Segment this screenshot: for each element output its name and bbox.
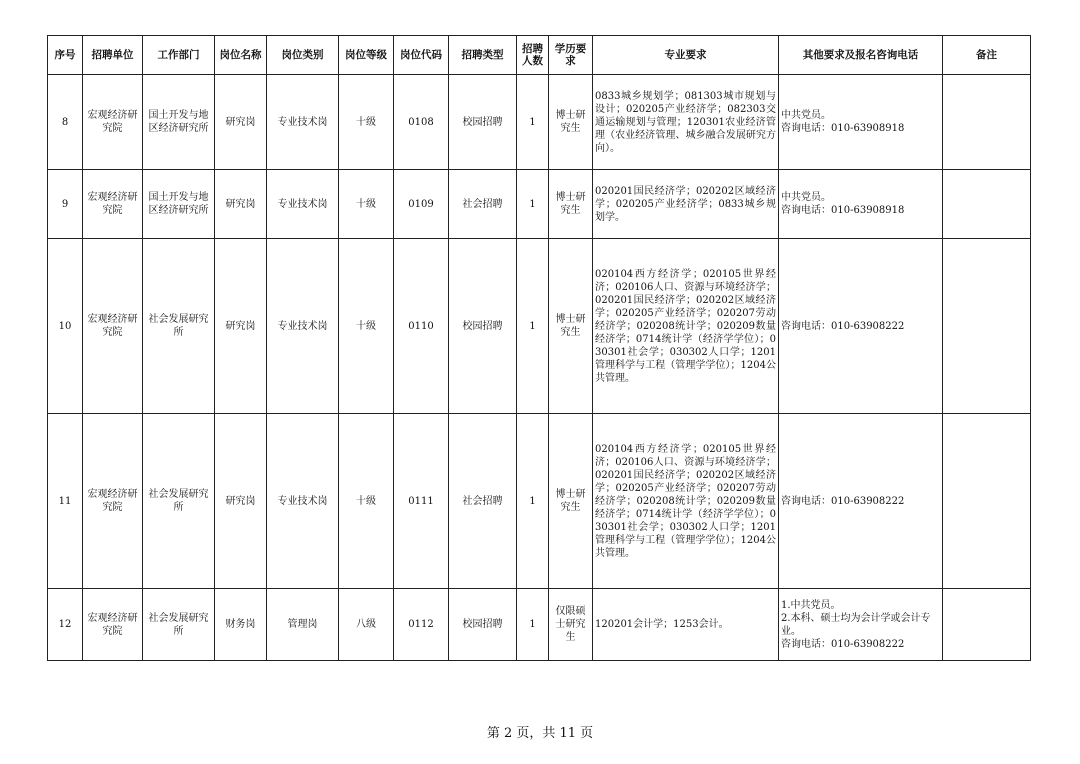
cell-type: 社会招聘 bbox=[449, 170, 517, 239]
cell-unit: 宏观经济研究院 bbox=[83, 589, 143, 661]
table-row bbox=[48, 170, 1031, 239]
header-category: 岗位类别 bbox=[267, 36, 339, 75]
cell-unit: 宏观经济研究院 bbox=[83, 414, 143, 589]
cell-edu: 博士研究生 bbox=[549, 239, 593, 414]
recruitment-table bbox=[47, 35, 1031, 661]
cell-major: 020104西方经济学；020105世界经济；020106人口、资源与环境经济学；020201国民经济学；020202区域经济学；020205产业经济学；020207劳动经济学；020208统计学；020209数量经济学；0714统计学（经济学学位）；030301社会学；030302人口学；1201管理科学与工程（管理学学位）；1204公共管理。 bbox=[593, 239, 779, 414]
cell-other bbox=[779, 239, 943, 414]
cell-code: 0110 bbox=[394, 239, 449, 414]
cell-type: 社会招聘 bbox=[449, 414, 517, 589]
table-row bbox=[48, 589, 1031, 661]
cell-code: 0109 bbox=[394, 170, 449, 239]
cell-title: 研究岗 bbox=[215, 239, 267, 414]
cell-type: 校园招聘 bbox=[449, 589, 517, 661]
cell-no: 10 bbox=[48, 239, 83, 414]
cell-count: 1 bbox=[517, 170, 549, 239]
other-line: 咨询电话：010-63908222 bbox=[781, 638, 905, 650]
cell-edu: 博士研究生 bbox=[549, 75, 593, 170]
cell-no: 12 bbox=[48, 589, 83, 661]
cell-other bbox=[779, 414, 943, 589]
cell-note bbox=[943, 75, 1031, 170]
cell-count: 1 bbox=[517, 414, 549, 589]
other-line: 咨询电话：010-63908918 bbox=[781, 123, 905, 134]
cell-note bbox=[943, 414, 1031, 589]
header-note: 备注 bbox=[943, 36, 1031, 75]
cell-note bbox=[943, 589, 1031, 661]
cell-count: 1 bbox=[517, 239, 549, 414]
cell-dept: 社会发展研究所 bbox=[143, 414, 215, 589]
other-line: 咨询电话：010-63908222 bbox=[781, 495, 905, 507]
table-row bbox=[48, 414, 1031, 589]
cell-major: 020104西方经济学；020105世界经济；020106人口、资源与环境经济学；020201国民经济学；020202区域经济学；020205产业经济学；020207劳动经济学；020208统计学；020209数量经济学；0714统计学（经济学学位）；030301社会学；030302人口学；1201管理科学与工程（管理学学位）；1204公共管理。 bbox=[593, 414, 779, 589]
cell-category: 管理岗 bbox=[267, 589, 339, 661]
cell-title: 研究岗 bbox=[215, 75, 267, 170]
header-dept: 工作部门 bbox=[143, 36, 215, 75]
cell-note bbox=[943, 239, 1031, 414]
cell-note bbox=[943, 170, 1031, 239]
page-footer: 第 2 页，共 11 页 bbox=[486, 726, 594, 741]
header-major: 专业要求 bbox=[593, 36, 779, 75]
header-title: 岗位名称 bbox=[215, 36, 267, 75]
cell-other bbox=[779, 170, 943, 239]
cell-edu: 仅限硕士研究生 bbox=[549, 589, 593, 661]
cell-edu: 博士研究生 bbox=[549, 414, 593, 589]
cell-code: 0111 bbox=[394, 414, 449, 589]
cell-major: 120201会计学；1253会计。 bbox=[593, 589, 779, 661]
cell-category: 专业技术岗 bbox=[267, 75, 339, 170]
cell-level: 十级 bbox=[339, 75, 394, 170]
cell-code: 0108 bbox=[394, 75, 449, 170]
cell-other bbox=[779, 75, 943, 170]
header-type: 招聘类型 bbox=[449, 36, 517, 75]
cell-major: 0833城乡规划学；081303城市规划与设计；020205产业经济学；082303交通运输规划与管理；120301农业经济管理（农业经济管理、城乡融合发展研究方向）。 bbox=[593, 75, 779, 170]
cell-count: 1 bbox=[517, 589, 549, 661]
cell-dept: 社会发展研究所 bbox=[143, 239, 215, 414]
cell-dept: 社会发展研究所 bbox=[143, 589, 215, 661]
cell-level: 十级 bbox=[339, 170, 394, 239]
table-row bbox=[48, 239, 1031, 414]
header-unit: 招聘单位 bbox=[83, 36, 143, 75]
header-level: 岗位等级 bbox=[339, 36, 394, 75]
cell-category: 专业技术岗 bbox=[267, 170, 339, 239]
header-other: 其他要求及报名咨询电话 bbox=[779, 36, 943, 75]
cell-level: 十级 bbox=[339, 414, 394, 589]
header-edu: 学历要求 bbox=[549, 36, 593, 75]
cell-unit: 宏观经济研究院 bbox=[83, 239, 143, 414]
cell-other bbox=[779, 589, 943, 661]
other-line: 咨询电话：010-63908918 bbox=[781, 205, 905, 216]
cell-dept: 国土开发与地区经济研究所 bbox=[143, 75, 215, 170]
other-line: 中共党员。 bbox=[781, 110, 831, 121]
header-code: 岗位代码 bbox=[394, 36, 449, 75]
other-line: 中共党员。 bbox=[781, 192, 831, 203]
cell-major: 020201国民经济学；020202区域经济学；020205产业经济学；0833城乡规划学。 bbox=[593, 170, 779, 239]
cell-category: 专业技术岗 bbox=[267, 414, 339, 589]
cell-edu: 博士研究生 bbox=[549, 170, 593, 239]
other-line: 2.本科、硕士均为会计学或会计专业。 bbox=[781, 612, 931, 637]
cell-category: 专业技术岗 bbox=[267, 239, 339, 414]
cell-type: 校园招聘 bbox=[449, 239, 517, 414]
table-row bbox=[48, 75, 1031, 170]
cell-no: 11 bbox=[48, 414, 83, 589]
other-line: 咨询电话：010-63908222 bbox=[781, 320, 905, 332]
header-no: 序号 bbox=[48, 36, 83, 75]
other-line: 1.中共党员。 bbox=[781, 599, 841, 611]
cell-title: 研究岗 bbox=[215, 170, 267, 239]
cell-unit: 宏观经济研究院 bbox=[83, 75, 143, 170]
cell-code: 0112 bbox=[394, 589, 449, 661]
header-count: 招聘人数 bbox=[517, 36, 549, 75]
cell-level: 十级 bbox=[339, 239, 394, 414]
cell-count: 1 bbox=[517, 75, 549, 170]
cell-unit: 宏观经济研究院 bbox=[83, 170, 143, 239]
cell-no: 8 bbox=[48, 75, 83, 170]
header-row bbox=[48, 36, 1031, 75]
cell-no: 9 bbox=[48, 170, 83, 239]
cell-dept: 国土开发与地区经济研究所 bbox=[143, 170, 215, 239]
cell-level: 八级 bbox=[339, 589, 394, 661]
cell-type: 校园招聘 bbox=[449, 75, 517, 170]
cell-title: 财务岗 bbox=[215, 589, 267, 661]
cell-title: 研究岗 bbox=[215, 414, 267, 589]
